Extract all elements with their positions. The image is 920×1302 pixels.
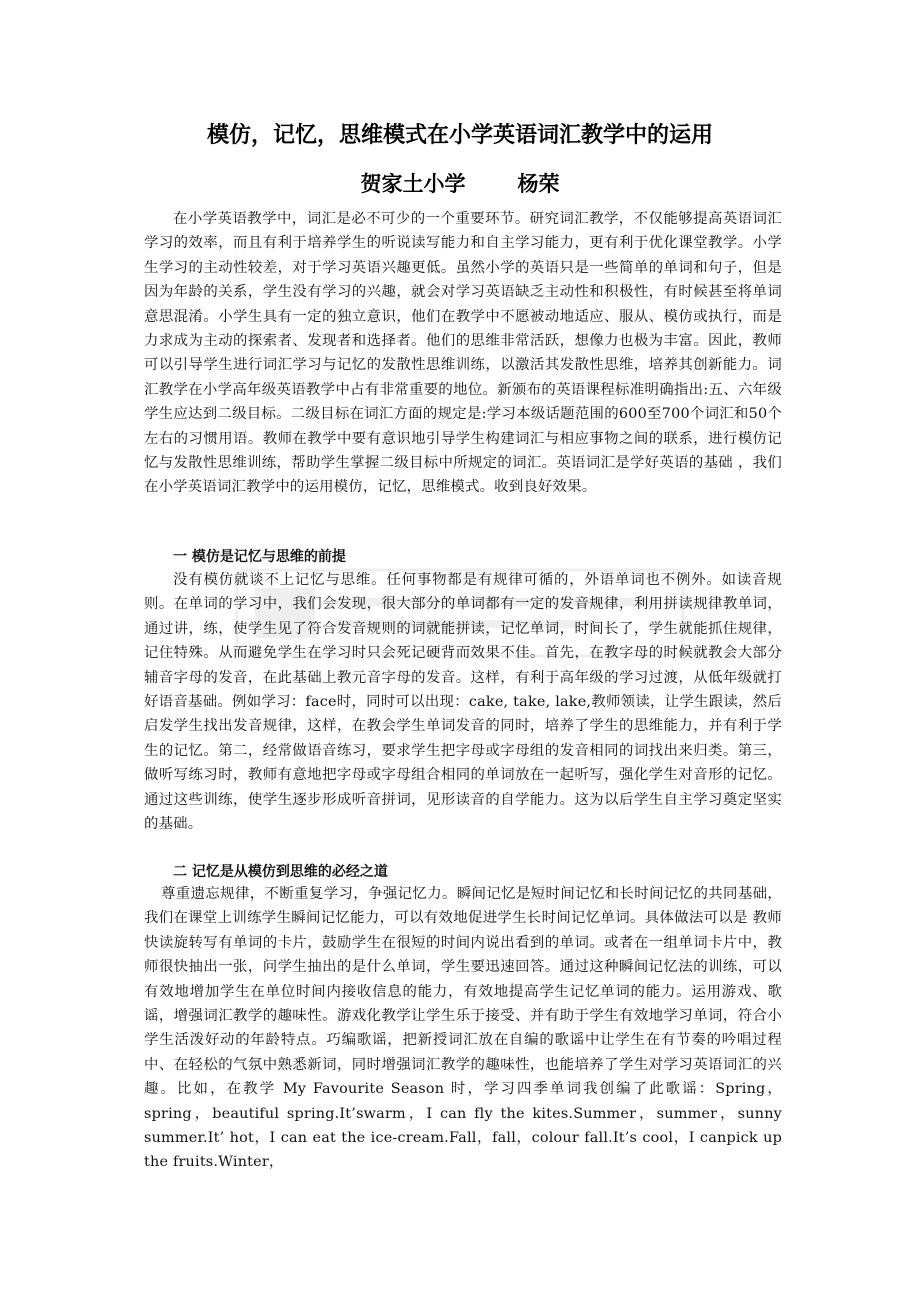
section-1-paragraph: 没有模仿就谈不上记忆与思维。任何事物都是有规律可循的，外语单词也不例外。如读音规则。在单词的学习中，我们会发现，很大部分的单词都有一定的发音规律，利用拼读规律教单词，通过讲，练，使学生见了符合发音规则的词就能拼读，记忆单词，时间长了，学生就能抓住规律，记住特殊。从而避免学生在学习时只会死记硬背而效果不佳。首先，在教字母的时候就教会大部分辅音字母的发音，在此基础上教元音字母的发音。这样，有利于高年级的学习过渡，从低年级就打好语音基础。例如学习：face时，同时可以出现：cake, take, lake,教师领读，让学生跟读，然后启发学生找出发音规律，这样，在教会学生单词发音的同时，培养了学生的思维能力，并有利于学生的记忆。第二，经常做语音练习，要求学生把字母或字母组的发音相同的词找出来归类。第三，做听写练习时，教师有意地把字母或字母组合相同的单词放在一起听写，强化学生对音形的记忆。通过这些训练，使学生逐步形成听音拼词，见形读音的自学能力。这为以后学生自主学习奠定坚实的基础。: [144, 572, 782, 833]
school-name: 贺家土小学: [360, 172, 466, 196]
section-1-heading: 一 模仿是记忆与思维的前提: [173, 549, 346, 565]
section-2-heading: 二 记忆是从模仿到思维的必经之道: [173, 864, 388, 880]
author-line: [0, 168, 920, 200]
document-title: 模仿，记忆，思维模式在小学英语词汇教学中的运用: [206, 123, 713, 148]
section-2-paragraph: 尊重遗忘规律，不断重复学习，争强记忆力。瞬间记忆是短时间记忆和长时间记忆的共同基础，我们在课堂上训练学生瞬间记忆能力，可以有效地促进学生长时间记忆单词。具体做法可以是 教师快读旋转写有单词的卡片，鼓励学生在很短的时间内说出看到的单词。或者在一组单词卡片中，教师很快抽出一张，问学生抽出的是什么单词，学生要迅速回答。通过这种瞬间记忆法的训练，可以有效地增加学生在单位时间内接收信息的能力，有效地提高学生记忆单词的能力。运用游戏、歌谣，增强词汇教学的趣味性。游戏化教学让学生乐于接受、并有助于学生有效地学习单词，符合小学生活泼好动的年龄特点。巧编歌谣，把新授词汇放在自编的歌谣中让学生在有节奏的吟唱过程中、在轻松的气氛中熟悉新词，同时增强词汇教学的趣味性，也能培养了学生对学习英语词汇的兴趣。比如，在教学 My Favourite Season 时，学习四季单词我创编了此歌谣：Spring，spring，beautiful spring.It’swarm，I can fly the kites.Summer，summer，sunny summer.It’ hot，I can eat the ice-cream.Fall，fall，colour fall.It’s cool，I canpick up the fruits.Winter，: [144, 886, 782, 1171]
author-name: 杨荣: [517, 172, 560, 196]
intro-paragraph: 在小学英语教学中，词汇是必不可少的一个重要环节。研究词汇教学，不仅能够提高英语词汇学习的效率，而且有利于培养学生的听说读写能力和自主学习能力，更有利于优化课堂教学。小学生学习的主动性较差，对于学习英语兴趣更低。虽然小学的英语只是一些简单的单词和句子，但是因为年龄的关系，学生没有学习的兴趣，就会对学习英语缺乏主动性和积极性，有时候甚至将单词意思混淆。小学生具有一定的独立意识，他们在教学中不愿被动地适应、服从、模仿或执行，而是力求成为主动的探索者、发现者和选择者。他们的思维非常活跃，想像力也极为丰富。因此，教师可以引导学生进行词汇学习与记忆的发散性思维训练，以激活其发散性思维，培养其创新能力。词汇教学在小学高年级英语教学中占有非常重要的地位。新颁布的英语课程标准明确指出:五、六年级学生应达到二级目标。二级目标在词汇方面的规定是:学习本级话题范围的600至700个词汇和50个左右的习惯用语。教师在教学中要有意识地引导学生构建词汇与相应事物之间的联系，进行模仿记忆与发散性思维训练，帮助学生掌握二级目标中所规定的词汇。英语词汇是学好英语的基础 ，我们在小学英语词汇教学中的运用模仿，记忆，思维模式。收到良好效果。: [144, 211, 782, 496]
